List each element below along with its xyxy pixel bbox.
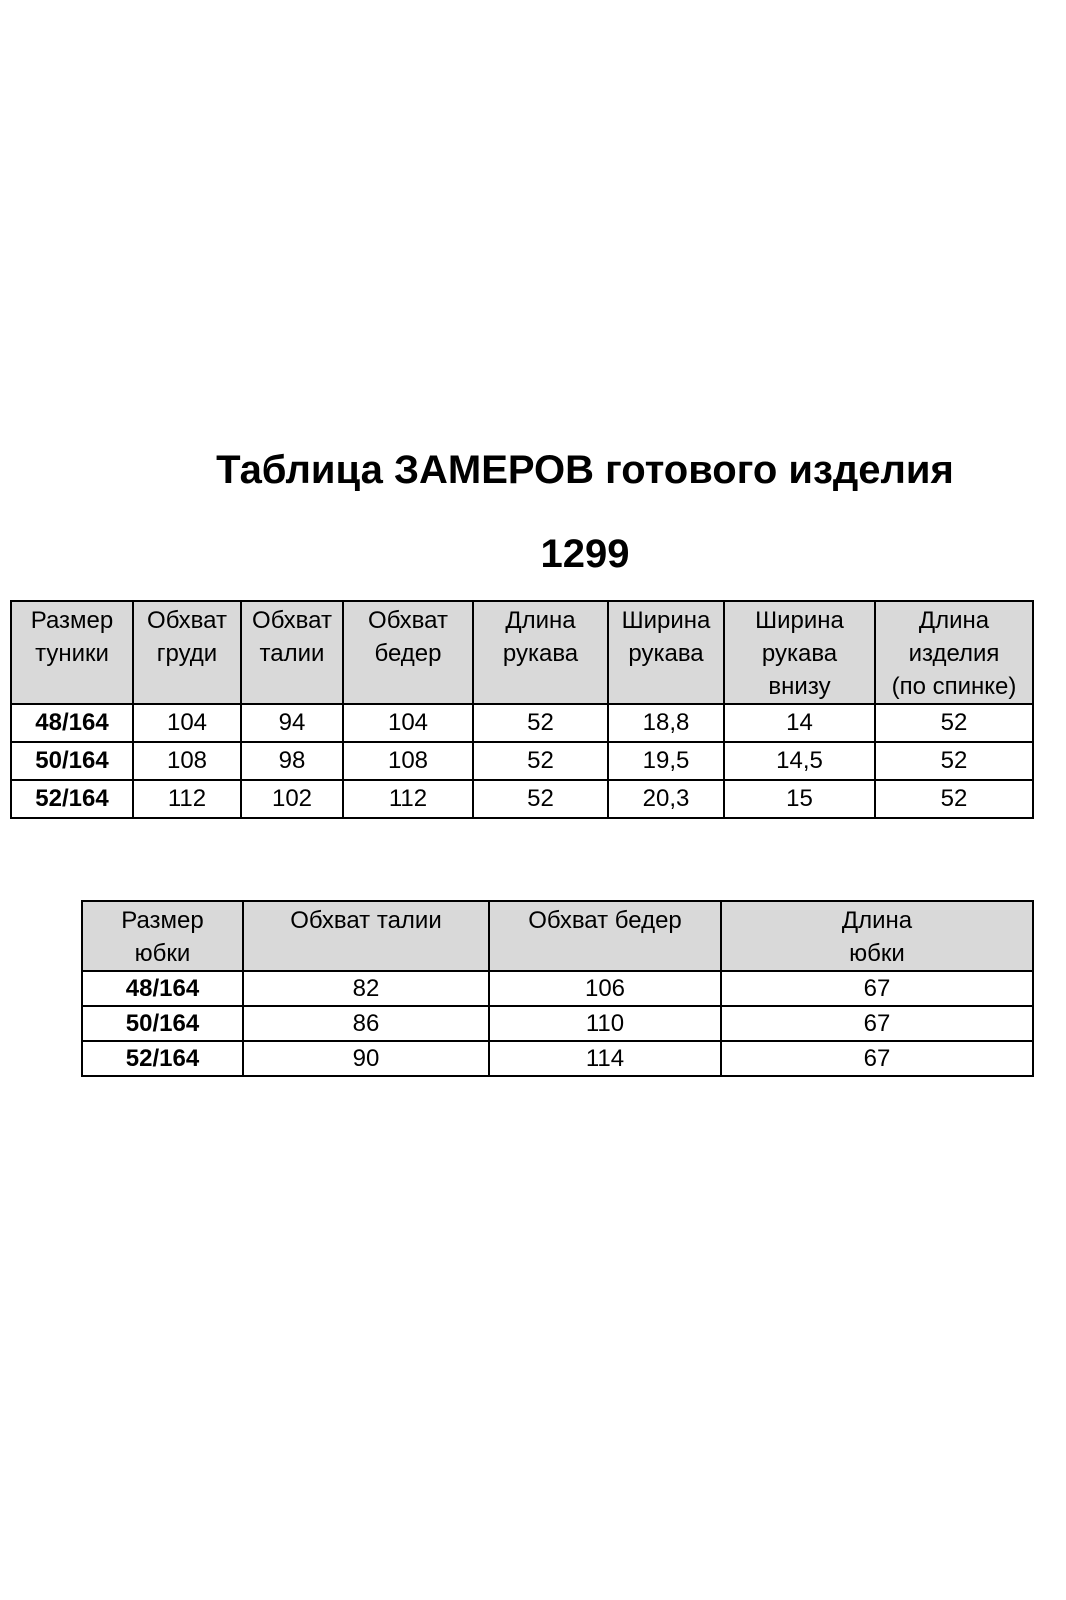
- table-cell: 15: [724, 780, 875, 818]
- table-cell: 114: [489, 1041, 721, 1076]
- skirt-measurements-table: [81, 900, 1034, 1077]
- table-cell: 98: [241, 742, 343, 780]
- table-cell: 50/164: [82, 1006, 243, 1041]
- table-cell: 67: [721, 1006, 1033, 1041]
- header-cell-hips: Обхват бедер: [489, 901, 721, 971]
- table-cell: 14: [724, 704, 875, 742]
- table-cell: 102: [241, 780, 343, 818]
- table-cell: 67: [721, 1041, 1033, 1076]
- table-cell: 90: [243, 1041, 489, 1076]
- table-cell: 112: [343, 780, 473, 818]
- table-row: [11, 704, 1033, 742]
- table-cell: 18,8: [608, 704, 724, 742]
- table-cell: 52/164: [11, 780, 133, 818]
- header-cell-size: Размер юбки: [82, 901, 243, 971]
- table-cell: 94: [241, 704, 343, 742]
- table-cell: 52: [473, 780, 608, 818]
- table-cell: 52: [875, 704, 1033, 742]
- table-cell: 48/164: [11, 704, 133, 742]
- table-cell: 52: [473, 704, 608, 742]
- table-cell: 104: [343, 704, 473, 742]
- header-cell-sleeve-length: Длина рукава: [473, 601, 608, 704]
- table-cell: 52/164: [82, 1041, 243, 1076]
- table-cell: 108: [343, 742, 473, 780]
- header-cell-size: Размер туники: [11, 601, 133, 704]
- table-row: [82, 1006, 1033, 1041]
- table-cell: 112: [133, 780, 241, 818]
- table-row: [11, 742, 1033, 780]
- table-cell: 14,5: [724, 742, 875, 780]
- table-cell: 19,5: [608, 742, 724, 780]
- table-row: [11, 780, 1033, 818]
- table-cell: 106: [489, 971, 721, 1006]
- table-header-row: [82, 901, 1033, 971]
- table-cell: 82: [243, 971, 489, 1006]
- table-cell: 110: [489, 1006, 721, 1041]
- tunic-measurements-table: [10, 600, 1034, 819]
- header-cell-garment-length: Длина изделия (по спинке): [875, 601, 1033, 704]
- header-cell-sleeve-width: Ширина рукава: [608, 601, 724, 704]
- header-cell-chest: Обхват груди: [133, 601, 241, 704]
- table-cell: 108: [133, 742, 241, 780]
- table-header-row: [11, 601, 1033, 704]
- table-row: [82, 1041, 1033, 1076]
- table-cell: 52: [875, 780, 1033, 818]
- table-row: [82, 971, 1033, 1006]
- header-cell-sleeve-width-bottom: Ширина рукава внизу: [724, 601, 875, 704]
- table-cell: 86: [243, 1006, 489, 1041]
- product-code: 1299: [540, 532, 630, 576]
- header-cell-waist: Обхват талии: [241, 601, 343, 704]
- table-cell: 50/164: [11, 742, 133, 780]
- table-cell: 52: [875, 742, 1033, 780]
- table-cell: 67: [721, 971, 1033, 1006]
- header-cell-waist: Обхват талии: [243, 901, 489, 971]
- table-cell: 104: [133, 704, 241, 742]
- header-cell-skirt-length: Длина юбки: [721, 901, 1033, 971]
- table-cell: 52: [473, 742, 608, 780]
- table-cell: 48/164: [82, 971, 243, 1006]
- header-cell-hips: Обхват бедер: [343, 601, 473, 704]
- page-title: Таблица ЗАМЕРОВ готового изделия: [216, 448, 954, 492]
- table-cell: 20,3: [608, 780, 724, 818]
